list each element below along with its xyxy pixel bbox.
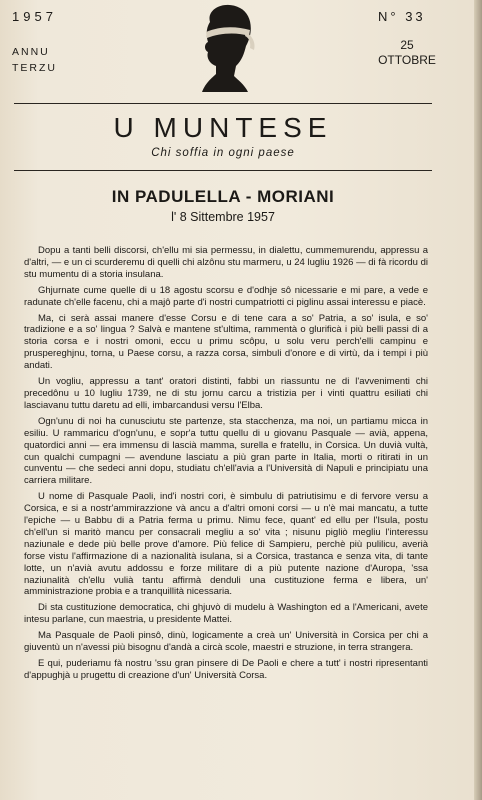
- header-year: 1957: [12, 9, 57, 24]
- article-title: IN PADULELLA - MORIANI: [111, 187, 335, 206]
- article-paragraph: U nome di Pasquale Paoli, ind'i nostri cori, è simbulu di patriutisimu e di fervore versu a Corsica, e si a nostr'ammirazzione và ancu a d'altri omoni corsi — u n'è mai mancatu, a tutte l'epiche — u Babbu di a Patria ferma u primu. Nimu fece, quant' ed ellu per l'Isula, postu ch'ell'un si maritò mancu per consacrali megliu a so' vita ; nisunu pigliò megliu l'interessu naziunale e dede più belle prove d'amore. Più felice di Sampieru, perchè più pulilicu, averià forse vistu l'affirmazione di a nazionalità isulana, si a Corsica, trastanca e senza vita, di tante lotte, un n'avià avutu addossu e forze militare di a più putente nazione d'Auropa, 'ssa naziunalità ch'ellu vulià tantu affirmà denduli una custituzione ferma e libera, un' amministrazione probia e a tranquillità nicessaria.: [24, 491, 428, 598]
- article-paragraph: E qui, puderiamu fà nostru 'ssu gran pinsere di De Paoli e chere a tutt' i nostri ripresentanti d'appughjà u prugettu di creazione d'un' Università Corsa.: [24, 658, 428, 681]
- issue-month: OTTOBRE: [378, 53, 436, 67]
- article-paragraph: Ma Pasquale de Paoli pinsô, dinù, logicamente a creà un' Università in Corsica per chi a giuventù un n'avessi più bisognu d'andà a circà scole, maestri e struzione, in terra strangera.: [24, 630, 428, 654]
- article-paragraph: Di sta custituzione democratica, chi ghjuvò di mudelu à Washington ed a l'Americani, avete intesu parlane, cun maestria, u presidente Mattei.: [24, 602, 428, 626]
- moor-head-emblem-icon: [186, 2, 266, 99]
- masthead-motto: Chi soffia in ogni paese: [151, 147, 295, 159]
- article-paragraph: Ma, ci serà assai manere d'esse Corsu e di tene cara a so' Patria, a so' isula, e so' tradizione e a so' lingua ? Salvà e mantene st'ultima, rammentà o glurificà i più belli passi di a storia corsa e i nostri omoni, eccu u primu scôpu, u solu veru perch'elli campinu e pruspereghjnu, torna, u Paese corsu, a razza corsa, simbuli d'onore e di virtù, da i tempi i più andati.: [24, 312, 428, 372]
- header-terzu: TERZU: [12, 62, 57, 74]
- article-date: l' 8 Sittembre 1957: [171, 210, 275, 224]
- top-rule-divider: [14, 103, 432, 104]
- article-body: [24, 245, 428, 686]
- article-paragraph: Un vogliu, appressu a tant' oratori distinti, fabbi un riassuntu ne di l'avvenimenti chi precedônu u 10 lugliu 1739, ne di stu jornu carcu a tristizia per i vinti quattru esiliati chi lasciavanu tuttu daretu ad elli, imbarcandusi versu l'Elba.: [24, 376, 428, 411]
- masthead-title: U MUNTESE: [113, 112, 333, 143]
- header-annu: ANNU: [12, 46, 50, 58]
- header-volume: [12, 44, 57, 76]
- issue-number: N° 33: [378, 9, 426, 24]
- issue-day: 25: [400, 38, 414, 52]
- bottom-rule-divider: [14, 170, 432, 171]
- article-paragraph: Ogn'unu di noi ha cunusciutu ste partenze, sta stacchenza, ma noi, un partiamu micca in esiliu. U rammaricu d'ogn'unu, e sopr'a tuttu quellu di u giovanu Pasquale — avià, appena, quatordici anni — era immensu di lascià mamma, surella e fratellu, in Corsica. Un duvià vultà, cun qualchi cumpagni — avendune lasciatu a più gran parte in Italia, morti o ritirati in un cunventu — che sedeci anni dopu, studiatu ch'ell'avia a l'Università di Napuli e principiatu una carriera militare.: [24, 415, 428, 487]
- article-paragraph: Dopu a tanti belli discorsi, ch'ellu mi sia permessu, in dialettu, cummemurendu, appressu a d'altri, — e un ci scurderemu di quelli chi alzônu stu marmeru, u 24 lugliu 1926 — di fà ricordu di stu mumentu di a storia insulana.: [24, 245, 428, 280]
- page-spine-edge: [474, 0, 482, 800]
- issue-date: [372, 38, 442, 68]
- article-paragraph: Ghjurnate cume quelle di u 18 agostu scorsu e d'odhje sô nicessarie e mi pare, a vede e radunate ch'elle facenu, chi a majô parte d'i nostri cumpatriotti ci piglinu assai interessu e piacè.: [24, 284, 428, 308]
